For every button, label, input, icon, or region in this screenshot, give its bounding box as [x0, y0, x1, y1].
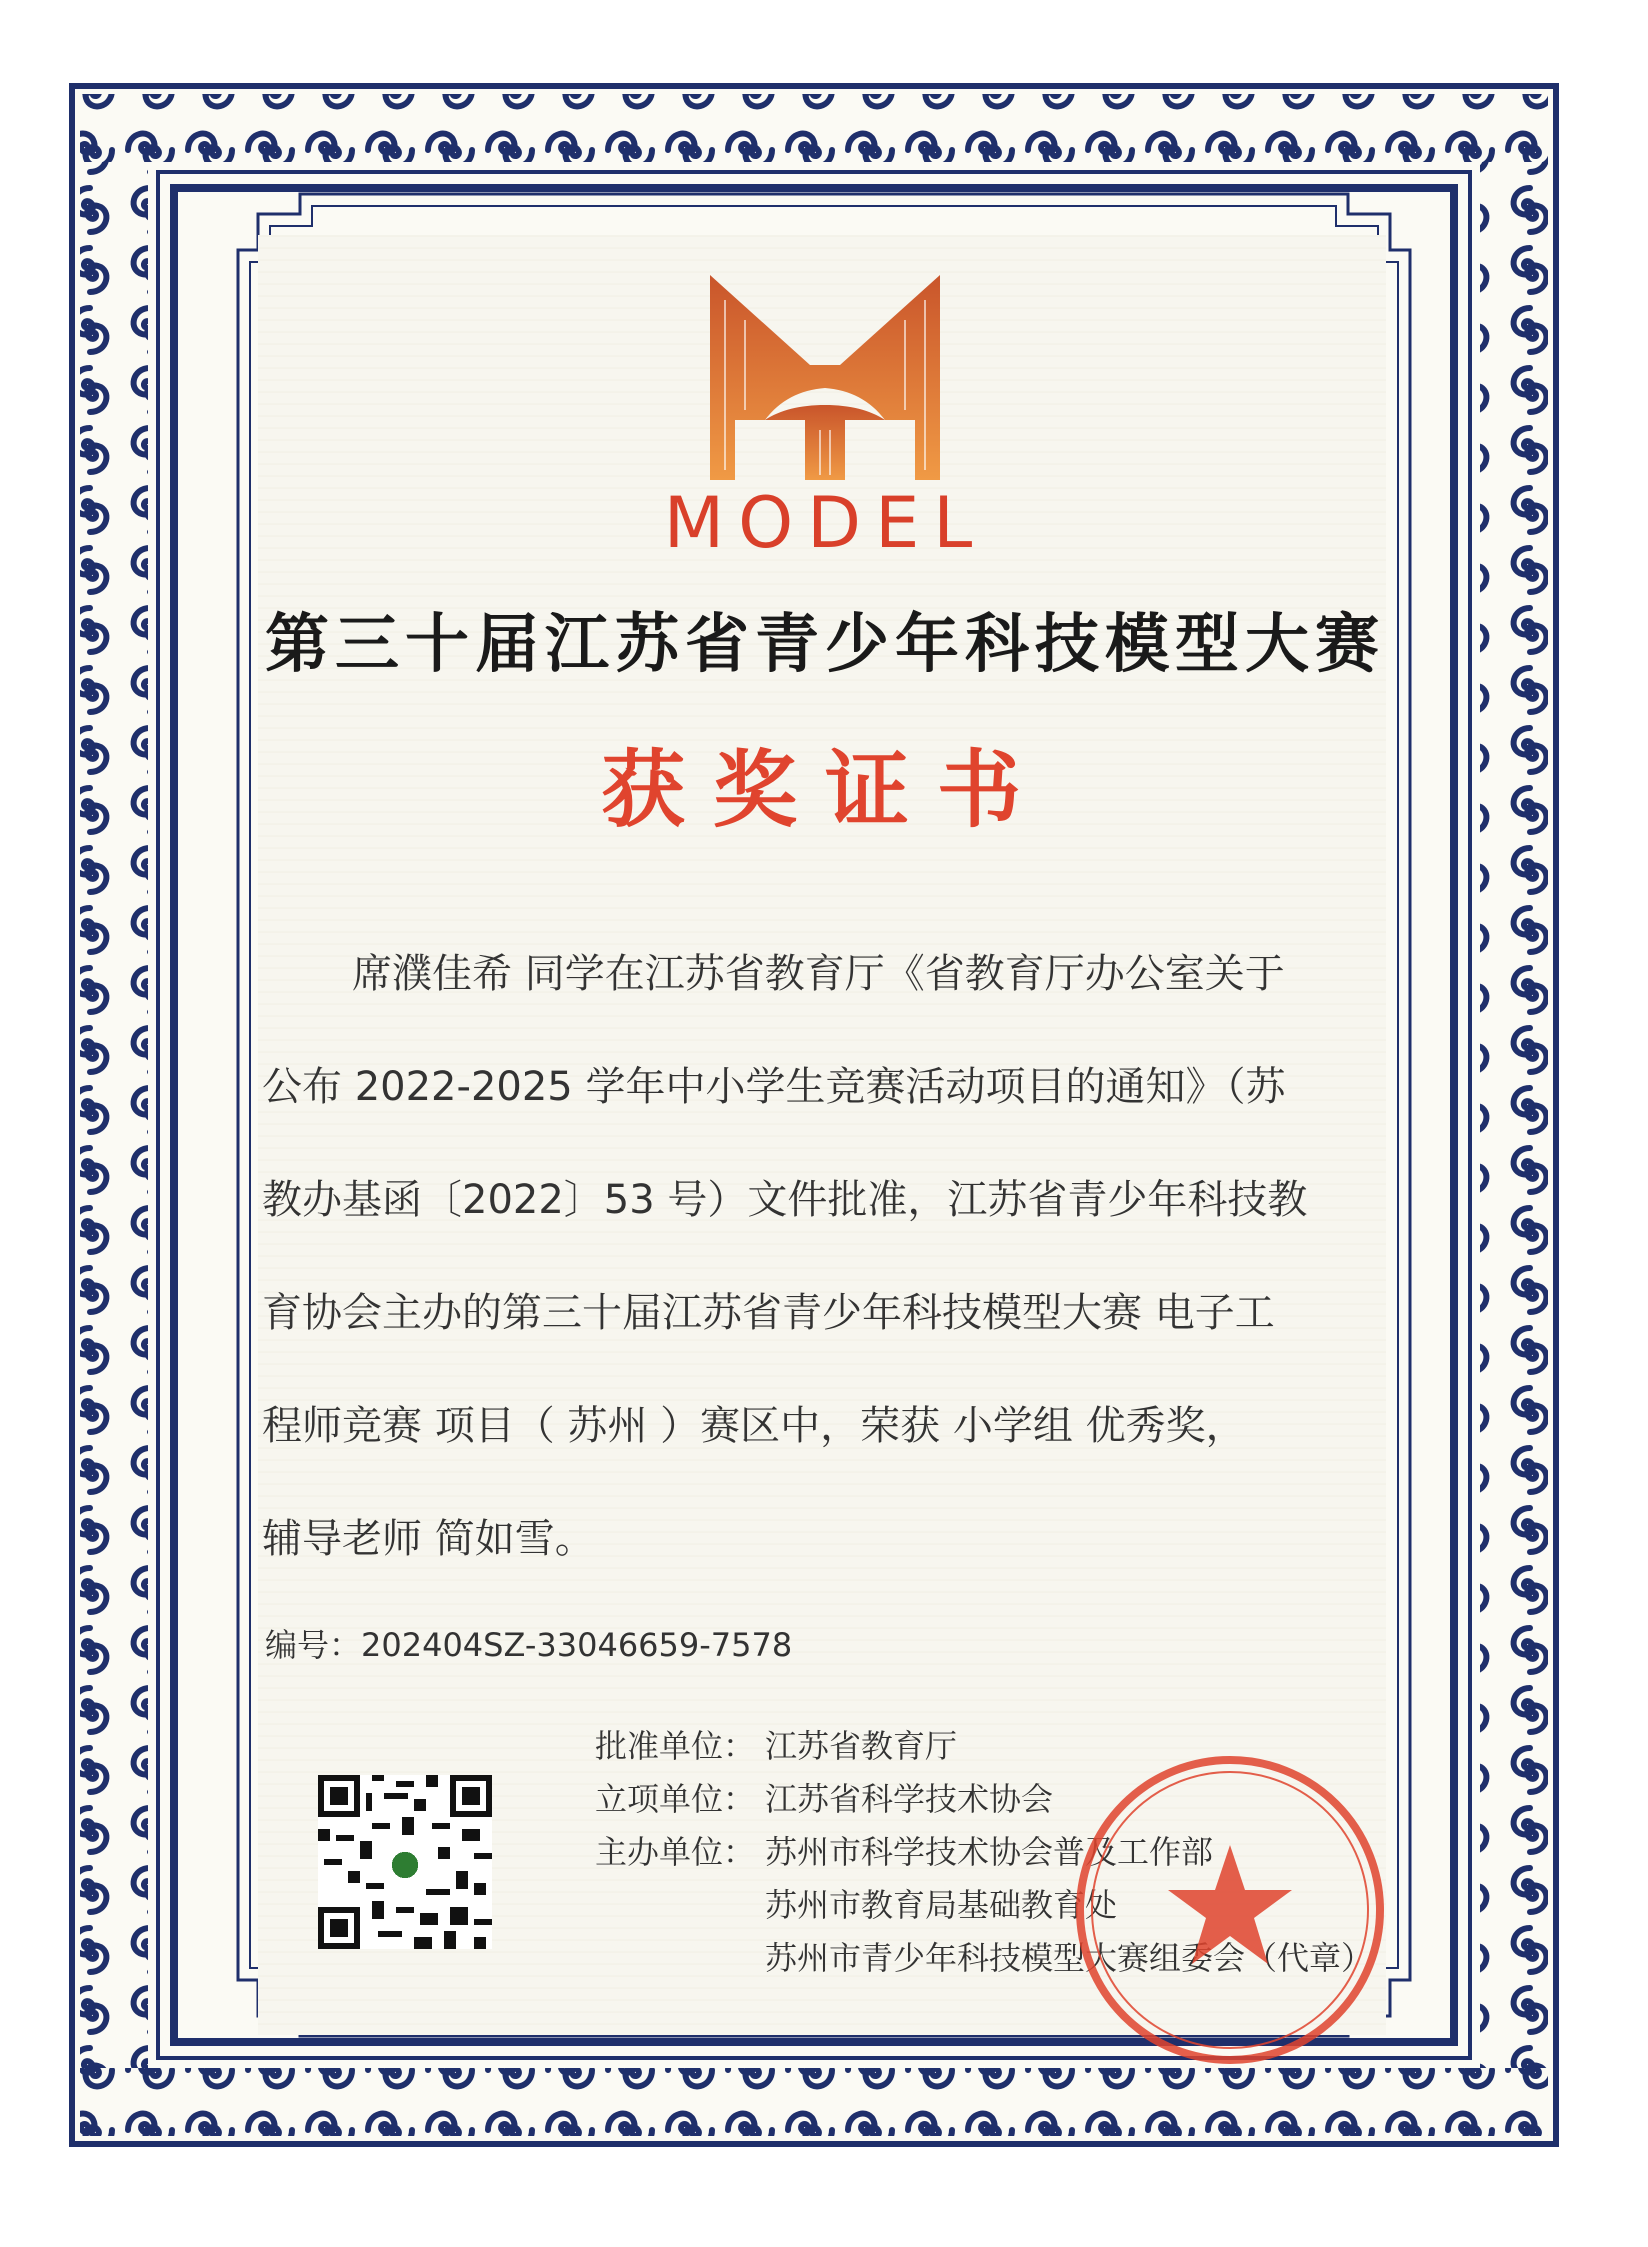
logo-text: MODEL [663, 482, 987, 564]
body-line: 辅导老师 简如雪。 [262, 1516, 595, 1562]
official-seal [1070, 1750, 1390, 2070]
body-line: 程师竞赛 项目（ 苏州 ）赛区中，荣获 小学组 优秀奖， [262, 1403, 1246, 1449]
qr-code[interactable] [318, 1775, 492, 1949]
issuer-host-continued: 苏州市教育局基础教育处 [765, 1886, 1118, 1924]
body-line: 公布 2022-2025 学年中小学生竞赛活动项目的通知》（苏 [262, 1064, 1286, 1110]
issuer-label: 批准单位： [595, 1727, 756, 1765]
certificate-body [262, 918, 1392, 1596]
body-line: 席濮佳希 同学在江苏省教育厅《省教育厅办公室关于 [352, 951, 1285, 997]
issuer-value: 苏州市科学技术协会普及工作部 [765, 1833, 1214, 1871]
issuer-label: 主办单位： [595, 1833, 756, 1871]
certificate-number: 编号：202404SZ-33046659-7578 [265, 1626, 793, 1664]
issuer-label: 立项单位： [595, 1780, 756, 1818]
issuer-value: 江苏省教育厅 [765, 1727, 958, 1765]
certificate-subtitle: 获奖证书 [600, 740, 1049, 839]
body-line: 育协会主办的第三十届江苏省青少年科技模型大赛 电子工 [262, 1290, 1275, 1336]
body-line: 教办基函〔2022〕53 号）文件批准，江苏省青少年科技教 [262, 1177, 1308, 1223]
certificate-title: 第三十届江苏省青少年科技模型大赛 [265, 607, 1385, 682]
issuer-value: 江苏省科学技术协会 [765, 1780, 1054, 1818]
issuer-host-continued: 苏州市青少年科技模型大赛组委会（代章） [765, 1939, 1374, 1977]
